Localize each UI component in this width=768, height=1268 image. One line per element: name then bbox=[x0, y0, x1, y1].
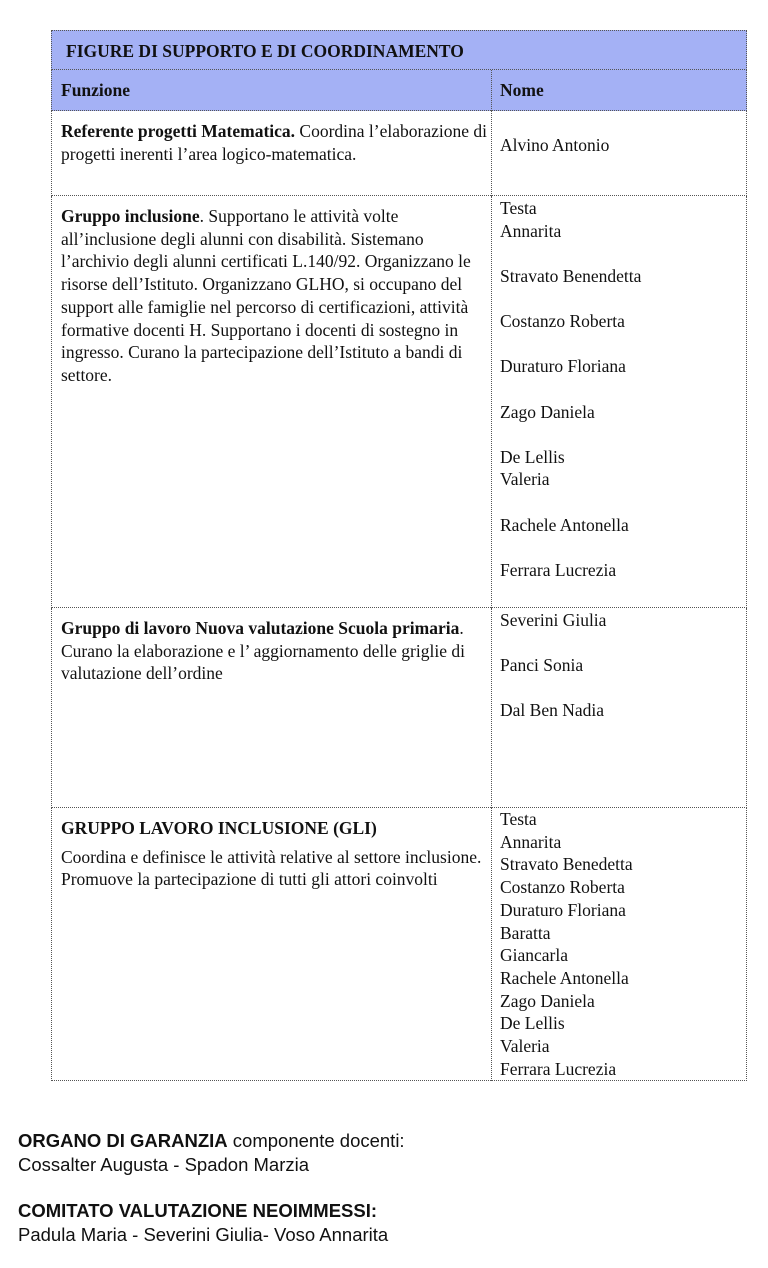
person-name: Baratta bbox=[500, 922, 551, 943]
function-title: Gruppo di lavoro Nuova valutazione Scuola primaria bbox=[61, 618, 460, 638]
person-name: Zago Daniela bbox=[500, 990, 595, 1011]
function-cell bbox=[51, 196, 491, 608]
table-row bbox=[51, 196, 747, 608]
table-row bbox=[51, 608, 747, 808]
function-cell bbox=[51, 808, 491, 1081]
person-name: Costanzo Roberta bbox=[500, 877, 625, 898]
organo-garanzia-block bbox=[18, 1129, 405, 1177]
function-cell bbox=[51, 111, 491, 196]
person-name: Ferrara Lucrezia bbox=[500, 559, 617, 580]
function-description: . Curano la elaborazione e l’ aggiornamento delle griglie di valutazione dell’ordine bbox=[61, 618, 465, 684]
person-name: Annarita bbox=[500, 220, 562, 241]
names-cell bbox=[491, 196, 747, 608]
person-name: Duraturo Floriana bbox=[500, 899, 626, 920]
person-name: Valeria bbox=[500, 1036, 550, 1057]
person-name: Stravato Benendetta bbox=[500, 265, 642, 286]
function-description: Coordina e definisce le attività relative al settore inclusione. Promuove la partecipazione di tutti gli attori coinvolti bbox=[61, 846, 482, 890]
person-name: Ferrara Lucrezia bbox=[500, 1058, 617, 1079]
function-cell bbox=[51, 608, 491, 808]
organo-suffix: componente docenti: bbox=[227, 1130, 405, 1151]
function-title: GRUPPO LAVORO INCLUSIONE (GLI) bbox=[61, 818, 377, 838]
person-name: De Lellis bbox=[500, 446, 565, 467]
organo-label: ORGANO DI GARANZIA bbox=[18, 1130, 228, 1151]
person-name: Costanzo Roberta bbox=[500, 311, 625, 332]
person-name: Testa bbox=[500, 198, 537, 218]
person-name: Valeria bbox=[500, 469, 550, 490]
person-name: Annarita bbox=[500, 831, 562, 852]
person-name: Rachele Antonella bbox=[500, 967, 629, 988]
names-cell bbox=[491, 111, 747, 196]
function-description: Coordina l’elaborazione di progetti inerenti l’area logico-matematica. bbox=[61, 121, 487, 164]
support-coordination-table bbox=[51, 30, 747, 1081]
comitato-block bbox=[18, 1199, 405, 1247]
table-header-row bbox=[51, 70, 747, 111]
person-name: Giancarla bbox=[500, 945, 569, 966]
organo-members: Cossalter Augusta - Spadon Marzia bbox=[18, 1154, 310, 1175]
comitato-label: COMITATO VALUTAZIONE NEOIMMESSI: bbox=[18, 1200, 378, 1221]
person-name: Rachele Antonella bbox=[500, 514, 629, 535]
person-name: Duraturo Floriana bbox=[500, 356, 626, 377]
table-title: FIGURE DI SUPPORTO E DI COORDINAMENTO bbox=[51, 30, 747, 70]
footer-section bbox=[18, 1129, 405, 1247]
comitato-members: Padula Maria - Severini Giulia- Voso Annarita bbox=[18, 1224, 389, 1245]
person-name: Stravato Benedetta bbox=[500, 854, 633, 875]
person-name: Testa bbox=[500, 809, 537, 829]
column-header-funzione: Funzione bbox=[51, 70, 491, 111]
table-row bbox=[51, 808, 747, 1081]
table-row bbox=[51, 111, 747, 196]
person-name: Dal Ben Nadia bbox=[500, 700, 604, 721]
function-title: Gruppo inclusione bbox=[61, 206, 200, 226]
person-name: Severini Giulia bbox=[500, 610, 607, 630]
function-title: Referente progetti Matematica. bbox=[61, 121, 296, 141]
person-name: Panci Sonia bbox=[500, 655, 584, 676]
person-name: Alvino Antonio bbox=[500, 135, 610, 155]
column-header-nome: Nome bbox=[491, 70, 747, 111]
names-cell bbox=[491, 808, 747, 1081]
function-description: . Supportano le attività volte all’inclusione degli alunni con disabilità. Sistemano l’archivio degli alunni certificati L.140/92. Organizzano le risorse dell’Istituto. Organizzano GLHO, si occupano del support alle famiglie nel percorso di certificazioni, attività formative docenti H. Supportano i docenti di sostegno in ingresso. Curano la partecipazione dell’Istituto a bandi di settore. bbox=[61, 206, 471, 385]
person-name: De Lellis bbox=[500, 1013, 565, 1034]
names-cell bbox=[491, 608, 747, 808]
person-name: Zago Daniela bbox=[500, 401, 595, 422]
